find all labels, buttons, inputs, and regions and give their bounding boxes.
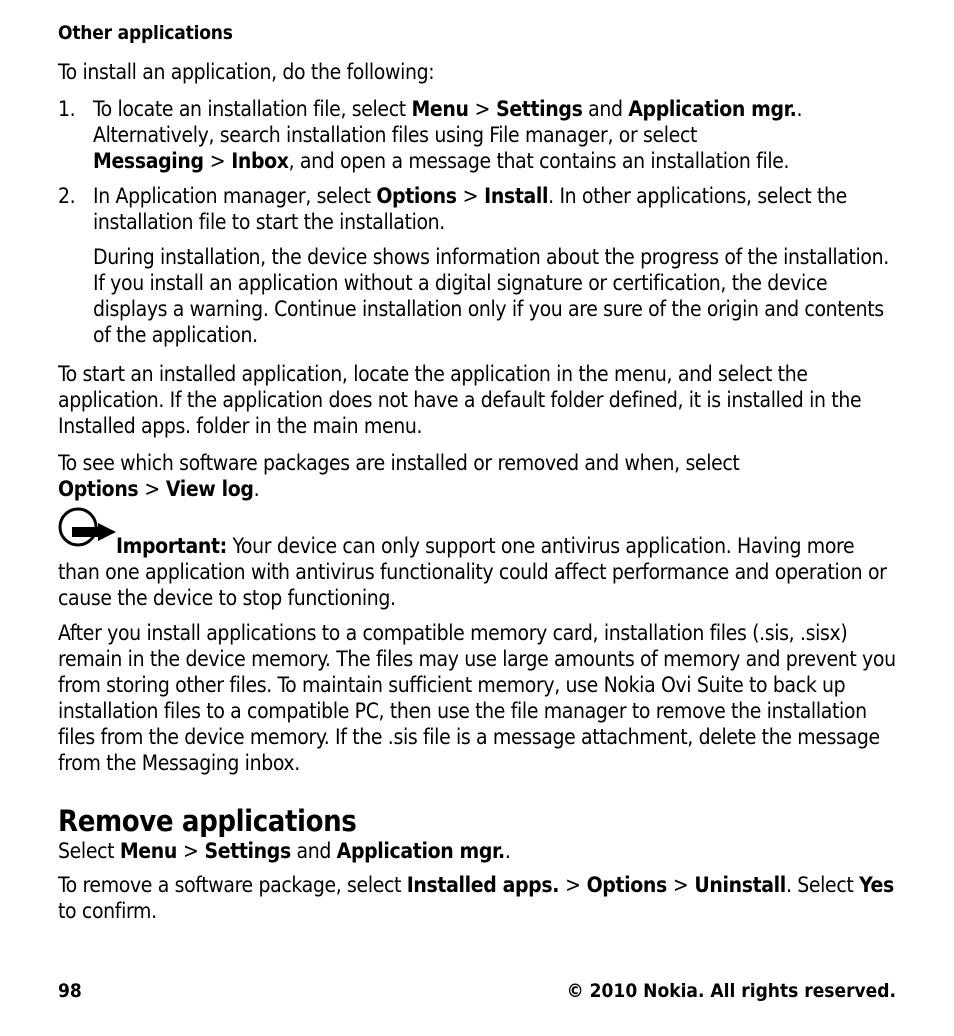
settings-ref: Settings (204, 839, 291, 863)
important-icon (58, 521, 116, 557)
page-content (58, 20, 896, 924)
install-ref: Install (484, 184, 549, 208)
options-ref: Options (586, 873, 667, 897)
uninstall-ref: Uninstall (694, 873, 786, 897)
start-app-paragraph: To start an installed application, locate the application in the menu, and select the application. If the application does not have a default folder defined, it is installed in the Installed apps. folder in the main menu. (58, 362, 862, 438)
copyright-notice: © 2010 Nokia. All rights reserved. (566, 980, 896, 1002)
important-label: Important: (116, 534, 227, 558)
section-label: Other applications (58, 22, 233, 44)
view-log-paragraph: To see which software packages are installed or removed and when, select Options > View log. (58, 451, 740, 501)
inbox-ref: Inbox (231, 149, 289, 173)
remove-select-paragraph: Select Menu > Settings and Application mgr.. (58, 839, 511, 863)
step-number: 1. (58, 97, 76, 121)
view-log-ref: View log (165, 477, 254, 501)
remove-applications-heading: Remove applications (58, 804, 357, 838)
step-1: 1. To locate an installation file, select Menu > Settings and Application mgr.. Alternatively, search installation files using File manager, or select Messaging > Inbox, and open a message that contains an installation file. (58, 97, 803, 173)
installed-apps-ref: Installed apps. (406, 873, 560, 897)
messaging-ref: Messaging (93, 149, 204, 173)
settings-ref: Settings (496, 97, 583, 121)
options-ref: Options (58, 477, 139, 501)
step-number: 2. (58, 184, 76, 208)
intro-text: To install an application, do the following: (58, 60, 435, 84)
install-steps (58, 96, 896, 348)
yes-ref: Yes (859, 873, 894, 897)
application-mgr-ref: Application mgr. (336, 839, 505, 863)
important-note: Important: Your device can only support one antivirus application. Having more than one application with antivirus functionality could affect performance and operation or cause the device to stop functioning. (58, 521, 896, 611)
menu-ref: Menu (119, 839, 177, 863)
memory-paragraph: After you install applications to a compatible memory card, installation files (.sis, .sisx) remain in the device memory. The files may use large amounts of memory and prevent you from storing other files. To maintain sufficient memory, use Nokia Ovi Suite to back up installation files to a compatible PC, then use the file manager to remove the installation files from the device memory. If the .sis file is a message attachment, delete the message from the Messaging inbox. (58, 621, 896, 775)
step-2: 2. In Application manager, select Options > Install. In other applications, select the installation file to start the installation. During installation, the device shows information about the progress of the installation. If you install an application without a digital signature or certification, the device displays a warning. Continue installation only if you are sure of the origin and contents of the application. (58, 183, 896, 348)
page-number: 98 (58, 980, 82, 1002)
menu-ref: Menu (411, 97, 469, 121)
installation-info: During installation, the device shows information about the progress of the installation. If you install an application without a digital signature or certification, the device displays a warning. Continue installation only if you are sure of the origin and contents of the application. (93, 245, 889, 347)
uninstall-paragraph: To remove a software package, select Installed apps. > Options > Uninstall. Select Yes to confirm. (58, 873, 894, 923)
application-mgr-ref: Application mgr. (628, 97, 797, 121)
options-ref: Options (376, 184, 457, 208)
